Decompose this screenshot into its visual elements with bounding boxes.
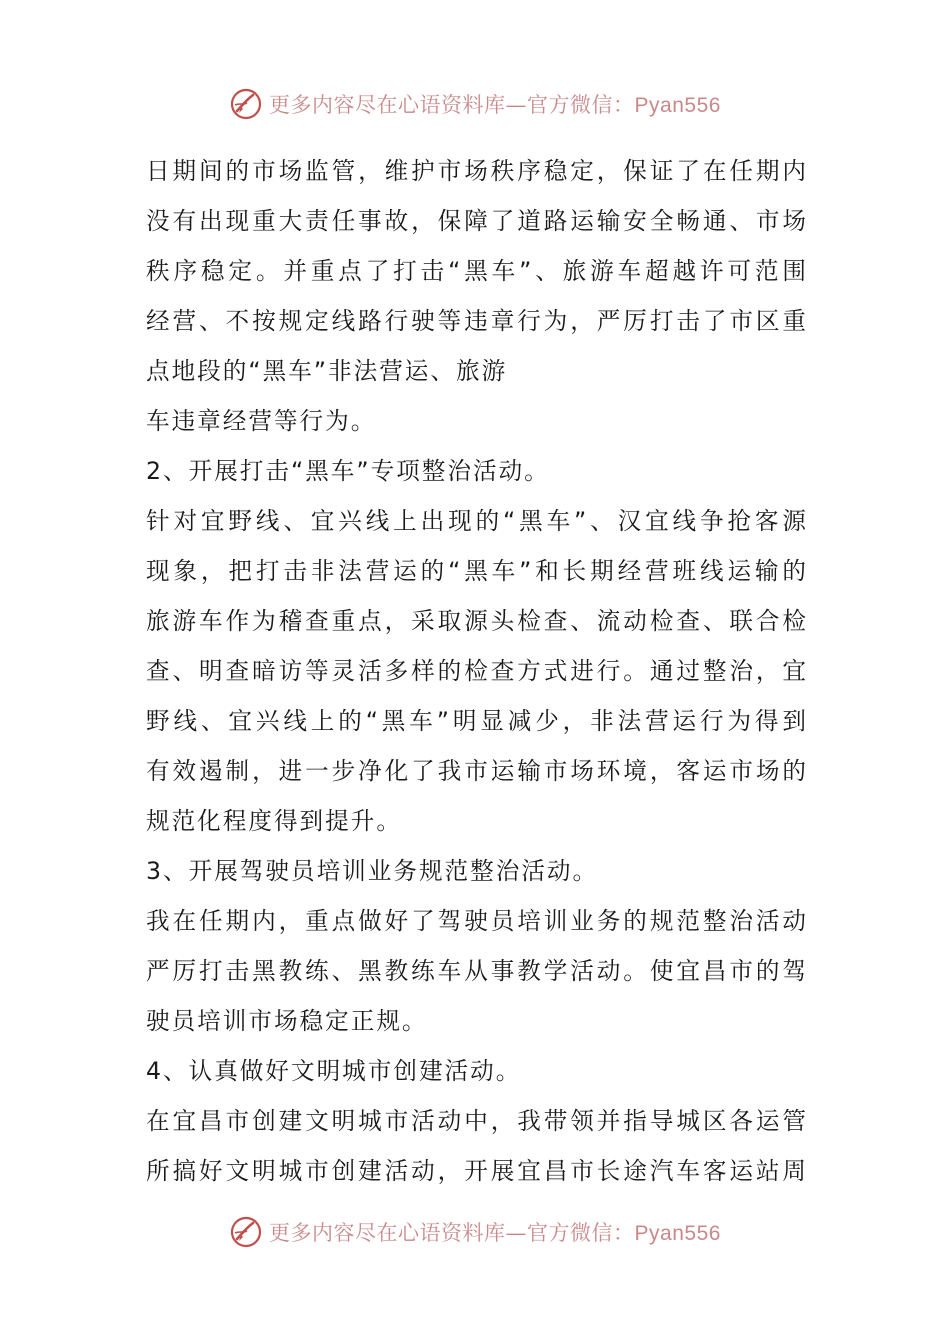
pen-circle-logo-icon [229,87,263,121]
header-watermark [0,84,950,124]
text-line: 驶员培训市场稳定正规。 [146,1007,428,1035]
text-line: 2、开展打击“黑车”专项整治活动。 [146,457,550,485]
document-body [146,146,806,1196]
text-line: 针对宜野线、宜兴线上出现的“黑车”、汉宜线争抢客源 [146,507,806,535]
text-line: 有效遏制，进一步净化了我市运输市场环境，客运市场的 [146,757,806,785]
text-line: 现象，把打击非法营运的“黑车”和长期经营班线运输的 [146,557,806,585]
text-line: 3、开展驾驶员培训业务规范整治活动。 [146,857,599,885]
text-line: 野线、宜兴线上的“黑车”明显减少，非法营运行为得到 [146,707,806,735]
text-line: 秩序稳定。并重点了打击“黑车”、旅游车超越许可范围 [146,257,806,285]
watermark-handle: Pyan556 [634,1222,721,1245]
pen-circle-logo-icon [229,1215,263,1249]
text-line: 我在任期内，重点做好了驾驶员培训业务的规范整治活动 [146,907,806,935]
watermark-handle: Pyan556 [634,94,721,117]
footer-watermark [0,1212,950,1252]
text-line: 车违章经营等行为。 [146,407,377,435]
text-line: 4、认真做好文明城市创建活动。 [146,1057,522,1085]
watermark-text: 更多内容尽在心语资料库—官方微信：Pyan556 [269,93,721,117]
text-line: 严厉打击黑教练、黑教练车从事教学活动。使宜昌市的驾 [146,957,806,985]
watermark-text: 更多内容尽在心语资料库—官方微信：Pyan556 [269,1221,721,1245]
text-line: 点地段的“黑车”非法营运、旅游 [146,357,508,385]
text-line: 没有出现重大责任事故，保障了道路运输安全畅通、市场 [146,207,806,235]
text-line: 经营、不按规定线路行驶等违章行为，严厉打击了市区重 [146,307,806,335]
text-line: 日期间的市场监管，维护市场秩序稳定，保证了在任期内 [146,157,806,185]
text-line: 所搞好文明城市创建活动，开展宜昌市长途汽车客运站周 [146,1157,806,1185]
text-line: 规范化程度得到提升。 [146,807,402,835]
text-line: 查、明查暗访等灵活多样的检查方式进行。通过整治，宜 [146,657,806,685]
text-line: 旅游车作为稽查重点，采取源头检查、流动检查、联合检 [146,607,806,635]
text-line: 在宜昌市创建文明城市活动中，我带领并指导城区各运管 [146,1107,806,1135]
